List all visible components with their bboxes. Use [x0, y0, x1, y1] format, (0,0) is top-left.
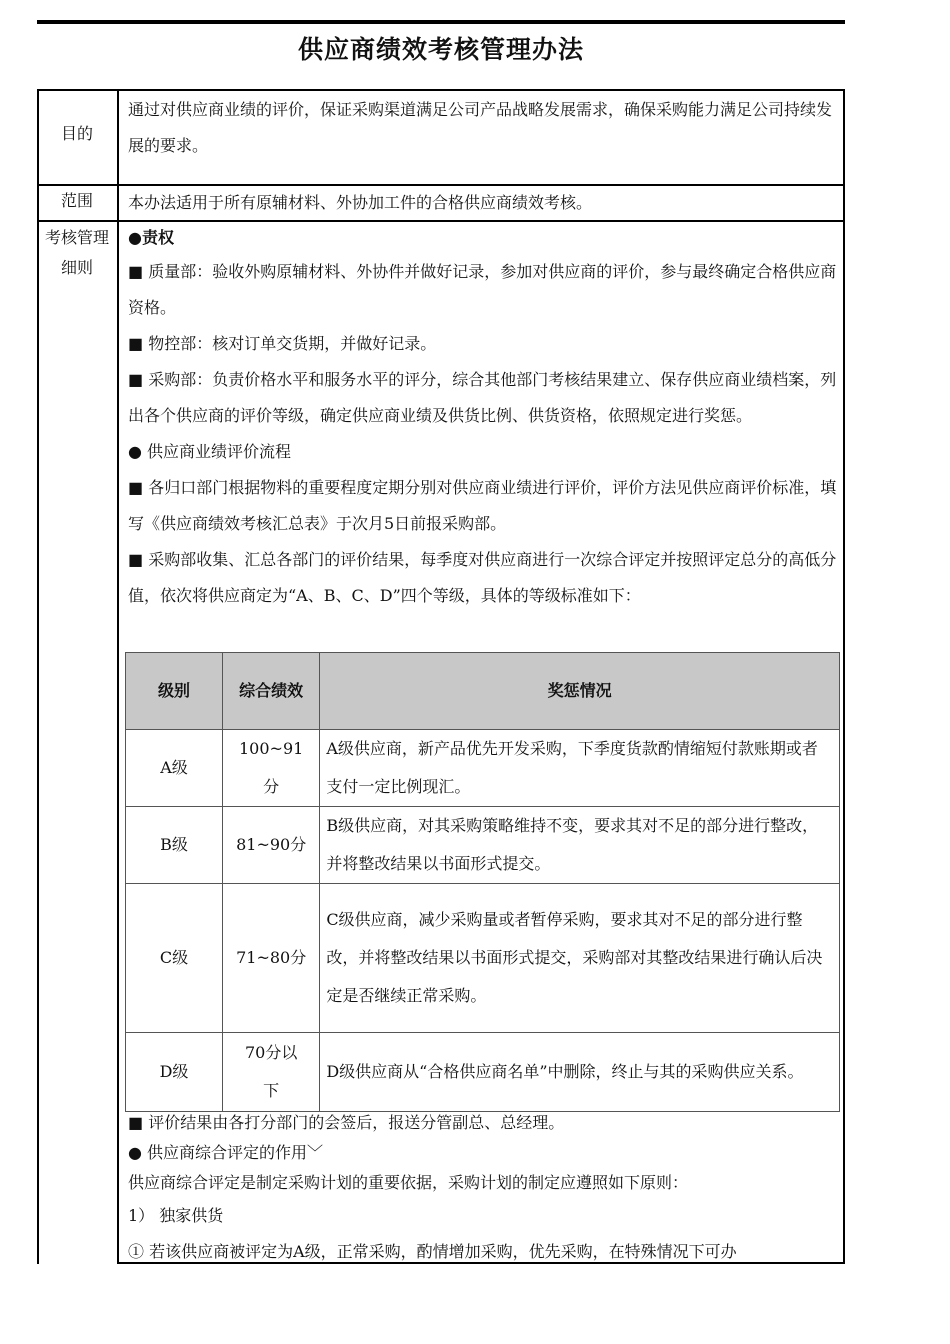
purchasing-dept-text: ■ 采购部：负责价格水平和服务水平的评分，综合其他部门考核结果建立、保存供应商业绩档案，列出各个供应商的评价等级，确定供应商业绩及供货比例、供货资格，依照规定进行奖惩。 — [128, 370, 837, 425]
scope-label: 范围 — [60, 191, 93, 210]
rules-label: 考核管理细则 — [45, 228, 110, 277]
quality-dept-text: ■ 质量部：验收外购原辅材料、外协件并做好记录，参加对供应商的评价，参与最终确定合格供应商资格。 — [128, 262, 837, 317]
grade-score: 71~80分 — [223, 884, 320, 1033]
table-row — [126, 730, 840, 807]
role-heading: ● 供应商综合评定的作用﹀ — [128, 1143, 324, 1162]
purpose-text — [128, 92, 840, 164]
scope-paragraph: 本办法适用于所有原辅材料、外协加工件的合格供应商绩效考核。 — [128, 193, 593, 212]
grade-score: 70分以下 — [223, 1033, 320, 1112]
header-score: 综合绩效 — [223, 653, 320, 730]
sole-supply-item1: ① 若该供应商被评定为A级，正常采购，酌情增加采购，优先采购，在特殊情况下可办 — [128, 1242, 737, 1261]
scope-text — [128, 185, 840, 221]
document-title: 供应商绩效考核管理办法 — [297, 35, 584, 64]
grade-level: A级 — [126, 730, 223, 807]
grade-score: 81~90分 — [223, 807, 320, 884]
grade-reward: C级供应商，减少采购量或者暂停采购，要求其对不足的部分进行整改，并将整改结果以书面形式提交，采购部对其整改结果进行确认后决定是否继续正常采购。 — [320, 884, 840, 1033]
table-border-top — [37, 89, 845, 91]
grade-reward: A级供应商，新产品优先开发采购，下季度货款酌情缩短付款账期或者支付一定比例现汇。 — [320, 730, 840, 807]
result-note: ■ 评价结果由各打分部门的会签后，报送分管副总、总经理。 — [128, 1113, 565, 1132]
grade-level: D级 — [126, 1033, 223, 1112]
table-border-right — [843, 89, 845, 1264]
logistics-dept-text: ■ 物控部：核对订单交货期，并做好记录。 — [128, 334, 437, 353]
column-divider — [117, 89, 119, 1264]
grade-score: 100~91分 — [223, 730, 320, 807]
top-rule — [37, 20, 845, 24]
purpose-paragraph: 通过对供应商业绩的评价，保证采购渠道满足公司产品战略发展需求，确保采购能力满足公司持续发展的要求。 — [128, 100, 833, 155]
rules-content-after-table — [128, 1108, 840, 1270]
rules-content — [128, 222, 840, 614]
purpose-label: 目的 — [60, 124, 93, 143]
role-text: 供应商综合评定是制定采购计划的重要依据，采购计划的制定应遵照如下原则： — [128, 1173, 689, 1192]
policy-table — [37, 89, 845, 1264]
sole-supply-heading: 1） 独家供货 — [128, 1206, 224, 1225]
grade-level: B级 — [126, 807, 223, 884]
grade-table-header — [126, 653, 840, 730]
table-row — [126, 884, 840, 1033]
process-step2: ■ 采购部收集、汇总各部门的评价结果，每季度对供应商进行一次综合评定并按照评定总分的高低分值，依次将供应商定为“A、B、C、D”四个等级，具体的等级标准如下： — [128, 550, 837, 605]
header-reward: 奖惩情况 — [320, 653, 840, 730]
grade-reward: B级供应商，对其采购策略维持不变，要求其对不足的部分进行整改，并将整改结果以书面形式提交。 — [320, 807, 840, 884]
table-row — [126, 807, 840, 884]
grade-level: C级 — [126, 884, 223, 1033]
process-heading: ● 供应商业绩评价流程 — [128, 442, 292, 461]
grade-reward: D级供应商从“合格供应商名单”中删除，终止与其的采购供应关系。 — [320, 1033, 840, 1112]
process-step1: ■ 各归口部门根据物料的重要程度定期分别对供应商业绩进行评价，评价方法见供应商评价标准，填写《供应商绩效考核汇总表》于次月5日前报采购部。 — [128, 478, 837, 533]
table-row — [126, 1033, 840, 1112]
header-level: 级别 — [126, 653, 223, 730]
grade-table — [125, 652, 840, 1112]
responsibility-heading: ●责权 — [128, 228, 174, 247]
